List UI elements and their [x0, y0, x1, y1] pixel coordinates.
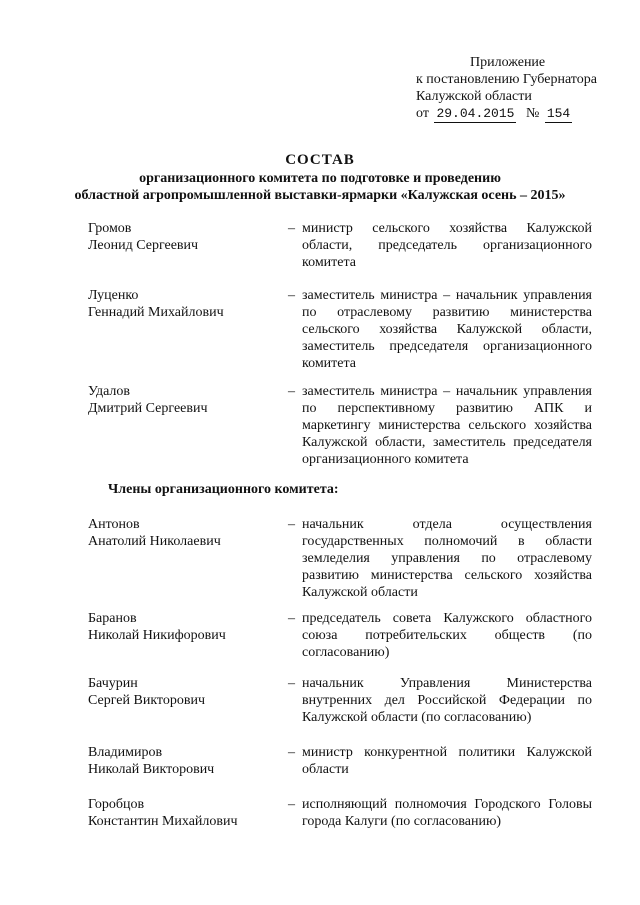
entry-dash: –	[288, 797, 295, 812]
person-given-names: Сергей Викторович	[88, 693, 206, 708]
person-given-names: Дмитрий Сергеевич	[88, 401, 208, 416]
person-surname: Антонов	[88, 517, 140, 532]
decree-date: 29.04.2015	[436, 106, 515, 121]
appendix-decree-line: к постановлению Губернатора	[416, 72, 597, 87]
date-prefix: от	[416, 106, 429, 121]
person-role: заместитель министра – начальник управления по перспективному развитию АПК и маркетингу министерства сельского хозяйства Калужской области, заместитель председателя организационного комитета	[302, 384, 592, 467]
person-role: начальник отдела осуществления государственных полномочий в области земледелия управления по отраслевому развитию министерства сельского хозяйства Калужской области	[302, 517, 592, 600]
person-given-names: Леонид Сергеевич	[88, 238, 199, 253]
person-role: министр конкурентной политики Калужской области	[302, 745, 592, 777]
appendix-region-line: Калужской области	[416, 89, 532, 104]
entry-dash: –	[288, 384, 295, 399]
appendix-block	[416, 54, 597, 123]
heading-title: СОСТАВ	[285, 152, 355, 168]
appendix-date-line	[416, 105, 597, 123]
person-surname: Луценко	[88, 288, 139, 303]
person-role: начальник Управления Министерства внутренних дел Российской Федерации по Калужской области (по согласованию)	[302, 676, 592, 725]
person-name	[88, 220, 288, 254]
person-given-names: Николай Никифорович	[88, 628, 226, 643]
members-section-title: Члены организационного комитета:	[108, 482, 339, 497]
entry-dash: –	[288, 745, 295, 760]
heading-subtitle-2: областной агропромышленной выставки-ярмарки «Калужская осень – 2015»	[74, 188, 566, 203]
heading-subtitle-1: организационного комитета по подготовке и проведению	[139, 171, 501, 186]
entry-dash: –	[288, 517, 295, 532]
person-surname: Бачурин	[88, 676, 138, 691]
person-name	[88, 744, 288, 778]
person-role: министр сельского хозяйства Калужской области, председатель организационного комитета	[302, 221, 592, 270]
decree-number: 154	[546, 106, 571, 121]
person-name	[88, 675, 288, 709]
number-label: №	[525, 106, 540, 121]
person-given-names: Николай Викторович	[88, 762, 215, 777]
person-name	[88, 610, 288, 644]
person-given-names: Анатолий Николаевич	[88, 534, 221, 549]
person-surname: Горобцов	[88, 797, 145, 812]
person-role: председатель совета Калужского областного союза потребительских обществ (по согласованию)	[302, 611, 592, 660]
document-heading	[0, 150, 640, 204]
person-name	[88, 516, 288, 550]
person-name	[88, 287, 288, 321]
person-given-names: Константин Михайлович	[88, 814, 238, 829]
person-surname: Удалов	[88, 384, 131, 399]
person-role: исполняющий полномочия Городского Головы города Калуги (по согласованию)	[302, 797, 592, 829]
person-surname: Громов	[88, 221, 132, 236]
entry-dash: –	[288, 676, 295, 691]
entry-dash: –	[288, 288, 295, 303]
entry-dash: –	[288, 221, 295, 236]
appendix-title: Приложение	[470, 55, 546, 70]
person-given-names: Геннадий Михайлович	[88, 305, 224, 320]
person-surname: Владимиров	[88, 745, 163, 760]
person-name	[88, 796, 288, 830]
person-name	[88, 383, 288, 417]
entry-dash: –	[288, 611, 295, 626]
person-role: заместитель министра – начальник управления по отраслевому развитию министерства сельского хозяйства Калужской области, заместитель председателя организационного комитета	[302, 288, 592, 371]
person-surname: Баранов	[88, 611, 137, 626]
